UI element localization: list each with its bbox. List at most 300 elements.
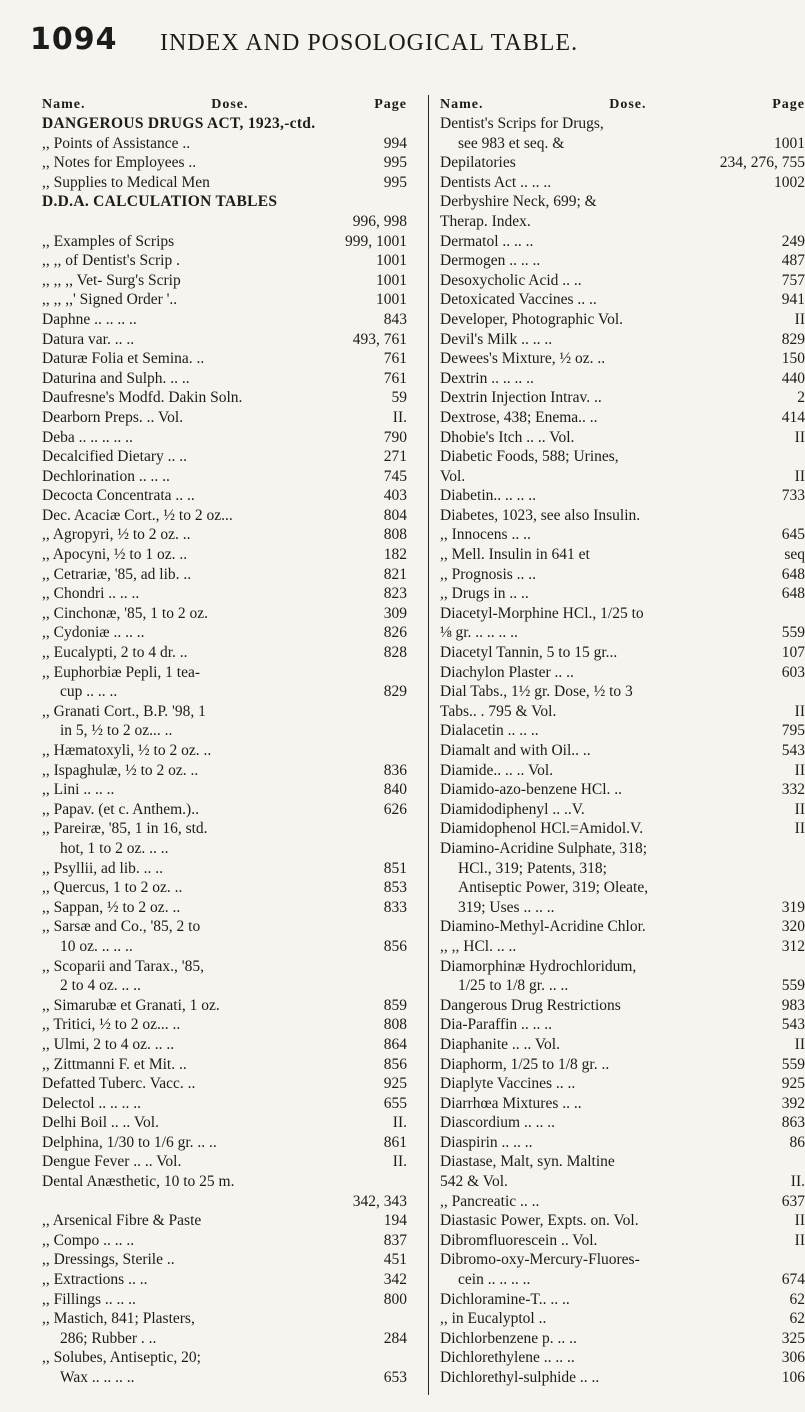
entry-page-ref: 493, 761 — [352, 330, 407, 348]
entry-text: Dextrin Injection Intrav. .. — [440, 389, 602, 407]
entry-text: ,, Sarsæ and Co., '85, 2 to — [42, 918, 201, 936]
entry-text: ,, Lini .. .. .. — [42, 781, 115, 799]
entry-text: 2 to 4 oz. .. .. — [60, 977, 141, 995]
index-entry — [440, 1133, 805, 1153]
index-entry — [42, 819, 407, 839]
entry-page-ref: 271 — [383, 448, 407, 466]
index-entry — [440, 898, 805, 918]
entry-text: Diamide.. .. .. Vol. — [440, 761, 554, 779]
entry-text: ,, Scoparii and Tarax., '85, — [42, 957, 204, 975]
index-entry — [42, 584, 407, 604]
entry-text: ,, Apocyni, ½ to 1 oz. .. — [42, 546, 188, 564]
entry-text: Daphne .. .. .. .. — [42, 310, 137, 328]
entry-text: cein .. .. .. .. — [458, 1271, 531, 1289]
entry-page-ref: II. — [392, 408, 407, 426]
entry-page-ref: 655 — [383, 1094, 407, 1112]
index-entry — [42, 565, 407, 585]
entry-text: Dengue Fever .. .. Vol. — [42, 1153, 182, 1171]
entry-text: ,, Mastich, 841; Plasters, — [42, 1310, 195, 1328]
index-entry — [440, 388, 805, 408]
index-entry — [440, 408, 805, 428]
index-entry — [440, 173, 805, 193]
entry-page-ref: 1001 — [376, 291, 407, 309]
entry-page-ref: 999, 1001 — [345, 232, 407, 250]
index-entry — [42, 1055, 407, 1075]
entry-page-ref: 319 — [781, 898, 805, 916]
entry-page-ref: 543 — [781, 1016, 805, 1034]
entry-text: Diaspirin .. .. .. — [440, 1133, 533, 1151]
entry-text: Developer, Photographic Vol. — [440, 310, 624, 328]
index-entry — [42, 682, 407, 702]
entry-text: Diamorphinæ Hydrochloridum, — [440, 957, 637, 975]
index-entry — [440, 1270, 805, 1290]
entry-text: Diabetin.. .. .. .. — [440, 487, 536, 505]
index-entry — [440, 800, 805, 820]
entry-text: Depilatories — [440, 154, 516, 172]
index-entry — [42, 898, 407, 918]
index-entry — [440, 565, 805, 585]
index-entry — [42, 251, 407, 271]
entry-text: Diachylon Plaster .. .. — [440, 663, 574, 681]
index-entry — [440, 349, 805, 369]
entry-page-ref: 864 — [383, 1035, 407, 1053]
index-entry — [42, 525, 407, 545]
column-header — [440, 95, 805, 114]
entry-page-ref: II — [794, 800, 805, 818]
entry-text: Wax .. .. .. .. — [60, 1369, 135, 1386]
index-entry — [440, 957, 805, 977]
entry-text: Dearborn Preps. .. Vol. — [42, 408, 184, 426]
index-entry — [42, 976, 407, 996]
entry-text: Dextrin .. .. .. .. — [440, 369, 534, 387]
entry-page-ref — [403, 721, 407, 741]
index-entry — [42, 1152, 407, 1172]
entry-text: Vol. — [440, 467, 466, 485]
index-entry — [440, 702, 805, 722]
index-entry — [42, 545, 407, 565]
index-entry — [42, 1035, 407, 1055]
entry-page-ref: II — [794, 702, 805, 720]
entry-page-ref: 249 — [781, 232, 805, 250]
entry-page-ref — [801, 878, 805, 898]
index-entry — [42, 996, 407, 1016]
index-entry — [42, 134, 407, 154]
entry-text: Tabs.. . 795 & Vol. — [440, 702, 557, 720]
entry-text: ,, Fillings .. .. .. — [42, 1290, 136, 1308]
entry-page-ref: 836 — [383, 761, 407, 779]
entry-text: 1/25 to 1/8 gr. .. .. — [458, 977, 569, 995]
entry-page-ref: 745 — [383, 467, 407, 485]
entry-text: Derbyshire Neck, 699; & — [440, 193, 597, 211]
entry-page-ref: II — [794, 428, 805, 446]
entry-page-ref: 856 — [383, 937, 407, 955]
entry-page-ref: 808 — [383, 526, 407, 544]
entry-page-ref: 342, 343 — [352, 1192, 407, 1210]
entry-text: Dermatol .. .. .. — [440, 232, 534, 250]
entry-page-ref: 829 — [383, 683, 407, 701]
index-entry — [440, 271, 805, 291]
entry-text: Datura var. .. .. — [42, 330, 135, 348]
entry-page-ref — [801, 114, 805, 134]
index-entry — [440, 1015, 805, 1035]
entry-text: Dial Tabs., 1½ gr. Dose, ½ to 3 — [440, 683, 633, 701]
entry-text: ,, Psyllii, ad lib. .. .. — [42, 859, 163, 877]
index-entry — [440, 1172, 805, 1192]
entry-page-ref: 284 — [383, 1329, 407, 1347]
index-entry — [42, 1113, 407, 1133]
index-entry — [440, 506, 805, 526]
index-entry — [42, 1250, 407, 1270]
index-entry — [440, 780, 805, 800]
index-entry — [42, 506, 407, 526]
entry-page-ref: 859 — [383, 996, 407, 1014]
index-entry — [42, 643, 407, 663]
entry-text: ,, Simarubæ et Granati, 1 oz. — [42, 996, 220, 1014]
entry-page-ref: 983 — [781, 996, 805, 1014]
entry-text: Diaphorm, 1/25 to 1/8 gr. .. — [440, 1055, 610, 1073]
index-entry — [440, 1290, 805, 1310]
entry-page-ref: 790 — [383, 428, 407, 446]
index-entry — [42, 1368, 407, 1388]
entry-page-ref: 603 — [781, 663, 805, 681]
entry-text: DANGEROUS DRUGS ACT, 1923,-ctd. — [42, 115, 316, 132]
entry-page-ref — [801, 682, 805, 702]
page-number: 1094 — [30, 22, 118, 57]
index-entry — [42, 1329, 407, 1349]
entry-page-ref: II. — [790, 1173, 805, 1191]
index-entry — [440, 1113, 805, 1133]
entry-page-ref: 821 — [383, 565, 407, 583]
entry-text: Dewees's Mixture, ½ oz. .. — [440, 350, 606, 368]
index-entry — [42, 1015, 407, 1035]
entry-page-ref: 392 — [781, 1094, 805, 1112]
entry-text: ,, ,, HCl. .. .. — [440, 937, 517, 955]
entry-page-ref — [801, 506, 805, 526]
entry-text: Dental Anæsthetic, 10 to 25 m. — [42, 1173, 235, 1191]
index-entry — [42, 232, 407, 252]
entry-text: Decalcified Dietary .. .. — [42, 448, 188, 466]
index-entry — [42, 173, 407, 193]
index-entry — [440, 878, 805, 898]
index-entry — [42, 721, 407, 741]
entry-page-ref: 1001 — [774, 134, 805, 152]
entry-page-ref: 62 — [789, 1290, 805, 1308]
entry-text: Daufresne's Modfd. Dakin Soln. — [42, 389, 243, 407]
entry-text: cup .. .. .. — [60, 683, 118, 701]
index-entry — [42, 447, 407, 467]
entry-page-ref: II — [794, 1035, 805, 1053]
entry-page-ref: 1001 — [376, 271, 407, 289]
entry-page-ref: 653 — [383, 1369, 407, 1386]
entry-page-ref: 861 — [383, 1133, 407, 1151]
index-entry — [440, 290, 805, 310]
index-entry — [440, 369, 805, 389]
entry-page-ref — [403, 663, 407, 683]
entry-page-ref: 843 — [383, 310, 407, 328]
entry-page-ref — [801, 604, 805, 624]
entry-text: ,, Eucalypti, 2 to 4 dr. .. — [42, 644, 188, 662]
index-entry — [440, 192, 805, 212]
entry-page-ref: 62 — [789, 1310, 805, 1328]
entry-text: Delphina, 1/30 to 1/6 gr. .. .. — [42, 1133, 217, 1151]
index-entry — [440, 1152, 805, 1172]
entry-page-ref: 995 — [383, 154, 407, 172]
entry-page-ref: 851 — [383, 859, 407, 877]
entry-text: Dichlorethyl-sulphide .. .. — [440, 1369, 600, 1386]
index-entry — [42, 486, 407, 506]
entry-text: Dangerous Drug Restrictions — [440, 996, 621, 1014]
entry-page-ref: 800 — [383, 1290, 407, 1308]
entry-page-ref: 150 — [781, 350, 805, 368]
index-entry — [440, 545, 805, 565]
entry-text: ,, Notes for Employees .. — [42, 154, 197, 172]
entry-page-ref — [403, 819, 407, 839]
entry-text: Therap. Index. — [440, 212, 531, 230]
index-entry — [42, 1348, 407, 1368]
index-entry — [440, 251, 805, 271]
entry-page-ref: II — [794, 820, 805, 838]
entry-page-ref: 234, 276, 755 — [719, 154, 805, 172]
entry-page-ref — [801, 212, 805, 232]
entry-page-ref: 309 — [383, 604, 407, 622]
entry-page-ref — [403, 741, 407, 761]
index-entry — [440, 859, 805, 879]
entry-page-ref: 837 — [383, 1231, 407, 1249]
index-entry — [42, 917, 407, 937]
index-entry — [440, 114, 805, 134]
entry-page-ref: 808 — [383, 1016, 407, 1034]
index-entry — [440, 232, 805, 252]
index-entry — [42, 1309, 407, 1329]
entry-page-ref: II — [794, 310, 805, 328]
index-entry — [440, 1035, 805, 1055]
entry-text: ,, Pareiræ, '85, 1 in 16, std. — [42, 820, 208, 838]
entry-text: ,, in Eucalyptol .. — [440, 1310, 547, 1328]
entry-page-ref — [801, 859, 805, 879]
index-entry — [440, 1348, 805, 1368]
index-entry — [42, 859, 407, 879]
index-entry — [42, 192, 407, 212]
entry-text: ,, Hæmatoxyli, ½ to 2 oz. .. — [42, 742, 212, 759]
index-entry — [440, 917, 805, 937]
index-entry — [42, 153, 407, 173]
entry-text: D.D.A. CALCULATION TABLES — [42, 193, 278, 211]
index-entry — [42, 780, 407, 800]
entry-page-ref — [801, 192, 805, 212]
entry-page-ref — [403, 114, 407, 134]
entry-text: Dia-Paraffin .. .. .. — [440, 1016, 553, 1034]
index-entry — [42, 1133, 407, 1153]
entry-text: Diamidophenol HCl.=Amidol.V. — [440, 820, 644, 838]
entry-text: Diabetic Foods, 588; Urines, — [440, 448, 619, 466]
entry-text: hot, 1 to 2 oz. .. .. — [60, 839, 169, 857]
entry-page-ref: 925 — [781, 1075, 805, 1093]
entry-text: Diastase, Malt, syn. Maltine — [440, 1153, 615, 1171]
entry-text: Diamino-Acridine Sulphate, 318; — [440, 839, 648, 857]
index-entry — [440, 839, 805, 859]
entry-page-ref: 996, 998 — [352, 212, 407, 230]
entry-text: ,, Quercus, 1 to 2 oz. .. — [42, 879, 183, 897]
index-entry — [42, 408, 407, 428]
entry-text: Dialacetin .. .. .. — [440, 722, 539, 740]
entry-page-ref: 107 — [781, 644, 805, 662]
entry-text: Diascordium .. .. .. — [440, 1114, 555, 1132]
index-entry — [42, 467, 407, 487]
entry-page-ref: II. — [392, 1153, 407, 1171]
index-entry — [440, 330, 805, 350]
entry-page-ref: 761 — [383, 350, 407, 368]
index-entry — [42, 1270, 407, 1290]
entry-text: ,, Compo .. .. .. — [42, 1231, 135, 1249]
entry-page-ref — [403, 976, 407, 996]
entry-text: Dentist's Scrips for Drugs, — [440, 115, 604, 132]
entry-text: ,, Papav. (et c. Anthem.).. — [42, 800, 199, 818]
index-entry — [42, 212, 407, 232]
entry-page-ref: 648 — [781, 565, 805, 583]
entry-text: ,, ,, ,, Vet- Surg's Scrip — [42, 271, 181, 289]
entry-page-ref — [403, 839, 407, 859]
entry-text: Diamidodiphenyl .. ..V. — [440, 800, 585, 818]
entry-text: ,, Euphorbiæ Pepli, 1 tea- — [42, 663, 200, 681]
entry-text: ,, Tritici, ½ to 2 oz... .. — [42, 1016, 181, 1034]
entry-text: ,, ,, of Dentist's Scrip . — [42, 252, 180, 270]
entry-text: Dextrose, 438; Enema.. .. — [440, 408, 598, 426]
column-header-page: Page — [772, 97, 805, 112]
column-header-dose: Dose. — [609, 97, 647, 112]
entry-text: ,, Granati Cort., B.P. '98, 1 — [42, 702, 206, 720]
entry-page-ref: 2 — [797, 389, 805, 407]
entry-text: ,, Supplies to Medical Men — [42, 173, 210, 191]
index-entry — [42, 1192, 407, 1212]
entry-text: Daturina and Sulph. .. .. — [42, 369, 190, 387]
entry-text: ,, Chondri .. .. .. — [42, 585, 140, 603]
entry-page-ref: II — [794, 761, 805, 779]
entry-page-ref — [403, 192, 407, 212]
index-entry — [42, 290, 407, 310]
index-entry — [440, 153, 805, 173]
index-entry — [440, 525, 805, 545]
entry-page-ref: 829 — [781, 330, 805, 348]
entry-text: 319; Uses .. .. .. — [458, 898, 555, 916]
entry-text: Dichlorbenzene p. .. .. — [440, 1329, 577, 1347]
column-header-name: Name. — [440, 97, 484, 112]
entry-text: ,, Mell. Insulin in 641 et — [440, 546, 590, 564]
column-header-page: Page — [374, 97, 407, 112]
entry-page-ref: 925 — [383, 1075, 407, 1093]
entry-text: Dec. Acaciæ Cort., ½ to 2 oz... — [42, 506, 233, 524]
index-entry — [42, 1211, 407, 1231]
entry-text: 542 & Vol. — [440, 1173, 508, 1191]
index-entry — [440, 467, 805, 487]
entry-text: Diaplyte Vaccines .. .. — [440, 1075, 576, 1093]
entry-page-ref — [801, 447, 805, 467]
entry-text: ,, Ulmi, 2 to 4 oz. .. .. — [42, 1035, 175, 1053]
entry-text: Diamalt and with Oil.. .. — [440, 742, 591, 759]
entry-page-ref: 559 — [781, 977, 805, 995]
entry-page-ref: 403 — [383, 487, 407, 505]
index-entry — [42, 271, 407, 291]
entry-page-ref: 826 — [383, 624, 407, 642]
index-entry — [440, 682, 805, 702]
entry-page-ref: II — [794, 467, 805, 485]
index-entry — [42, 839, 407, 859]
entry-text: ,, Pancreatic .. .. — [440, 1192, 540, 1210]
entry-text: Delectol .. .. .. .. — [42, 1094, 142, 1112]
index-entry — [440, 721, 805, 741]
entry-page-ref: 106 — [781, 1369, 805, 1386]
entry-page-ref — [801, 839, 805, 859]
column-header — [42, 95, 407, 114]
index-column-left — [42, 95, 407, 1388]
entry-page-ref: 182 — [383, 546, 407, 564]
entry-text: Dibromo-oxy-Mercury-Fluores- — [440, 1251, 640, 1269]
entry-page-ref: 559 — [781, 624, 805, 642]
index-entry — [440, 623, 805, 643]
index-entry — [440, 976, 805, 996]
index-entry — [42, 1290, 407, 1310]
index-entry — [42, 1231, 407, 1251]
column-divider — [428, 95, 429, 1395]
index-entry — [440, 1192, 805, 1212]
entry-text: Daturæ Folia et Semina. .. — [42, 350, 205, 368]
entry-text: Dibromfluorescein .. Vol. — [440, 1231, 598, 1249]
index-entry — [440, 1074, 805, 1094]
entry-text: Diarrhœa Mixtures .. .. — [440, 1094, 582, 1112]
entry-text: Diacetyl-Morphine HCl., 1/25 to — [440, 604, 644, 622]
entry-text: 10 oz. .. .. .. — [60, 937, 133, 955]
entry-text: ,, Sappan, ½ to 2 oz. .. — [42, 898, 181, 916]
entry-text: Dhobie's Itch .. .. Vol. — [440, 428, 575, 446]
entry-page-ref: 853 — [383, 879, 407, 897]
index-entry — [440, 761, 805, 781]
entry-page-ref: 59 — [391, 389, 407, 407]
entry-text: ,, Examples of Scrips — [42, 232, 175, 250]
entry-page-ref: 863 — [781, 1114, 805, 1132]
entry-page-ref: 440 — [781, 369, 805, 387]
entry-page-ref: 804 — [383, 506, 407, 524]
index-entry — [42, 702, 407, 722]
index-entry — [440, 937, 805, 957]
index-entry — [440, 486, 805, 506]
entry-page-ref: 194 — [383, 1212, 407, 1230]
entry-page-ref: 733 — [781, 487, 805, 505]
index-entry — [42, 388, 407, 408]
entry-text: 286; Rubber . .. — [60, 1329, 157, 1347]
index-entry — [42, 761, 407, 781]
index-entry — [440, 1250, 805, 1270]
entry-page-ref: 833 — [383, 898, 407, 916]
entry-text: ,, Cydoniæ .. .. .. — [42, 624, 145, 642]
entry-page-ref — [801, 1250, 805, 1270]
entry-page-ref: 312 — [781, 937, 805, 955]
entry-page-ref — [403, 1172, 407, 1192]
entry-page-ref: 320 — [781, 918, 805, 936]
entry-page-ref: 86 — [789, 1133, 805, 1151]
index-entry — [440, 663, 805, 683]
entry-text: Diamino-Methyl-Acridine Chlor. — [440, 918, 646, 936]
entry-text: Antiseptic Power, 319; Oleate, — [458, 879, 649, 897]
entry-page-ref: 757 — [781, 271, 805, 289]
index-entry — [440, 1368, 805, 1388]
index-entry — [440, 310, 805, 330]
column-header-dose: Dose. — [211, 97, 249, 112]
index-entry — [440, 1231, 805, 1251]
entry-text: Diacetyl Tannin, 5 to 15 gr... — [440, 644, 618, 662]
running-head: INDEX AND POSOLOGICAL TABLE. — [160, 30, 579, 56]
entry-text: ,, Dressings, Sterile .. — [42, 1251, 175, 1269]
index-entry — [440, 1094, 805, 1114]
entry-page-ref: 994 — [383, 134, 407, 152]
